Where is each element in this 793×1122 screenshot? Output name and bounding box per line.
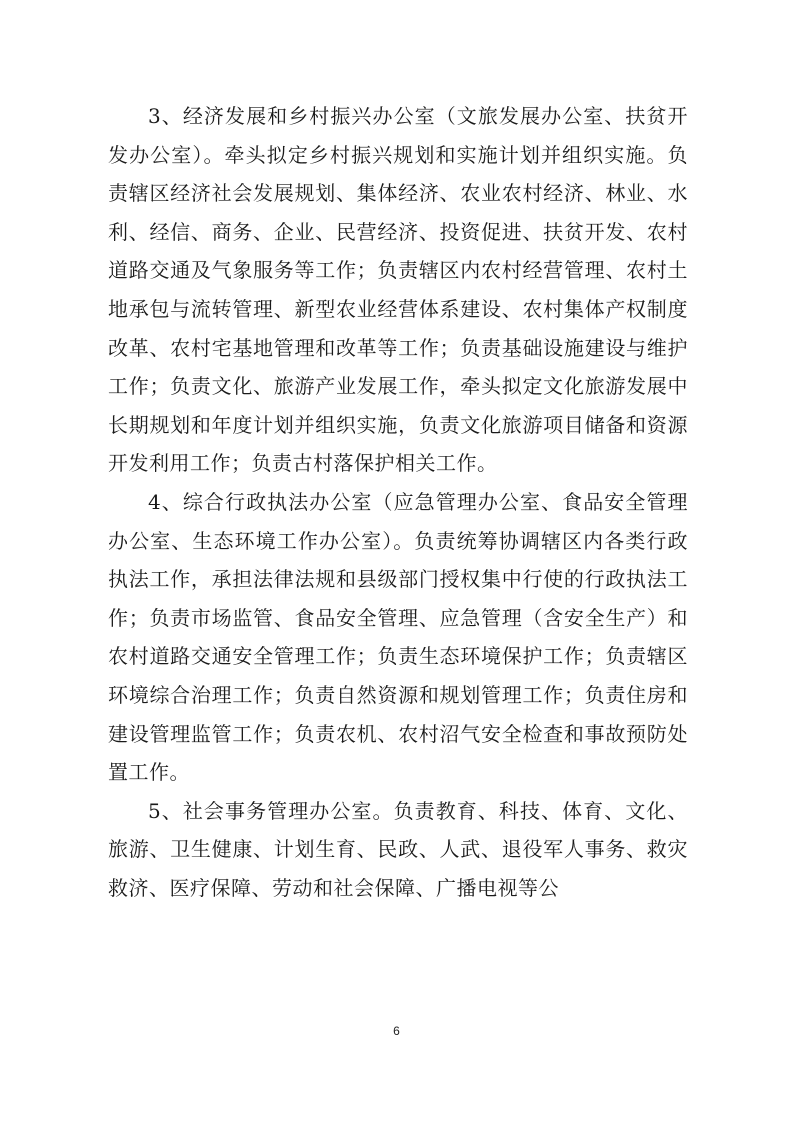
page-number: 6: [393, 1024, 400, 1038]
document-body: [108, 97, 688, 907]
paragraph-law-enforcement-office: 4、综合行政执法办公室（应急管理办公室、食品安全管理办公室、生态环境工作办公室）。负责统筹协调辖区内各类行政执法工作，承担法律法规和县级部门授权集中行使的行政执法工作；负责市场监管、食品安全管理、应急管理（含安全生产）和农村道路交通安全管理工作；负责生态环境保护工作；负责辖区环境综合治理工作；负责自然资源和规划管理工作；负责住房和建设管理监管工作；负责农机、农村沼气安全检查和事故预防处置工作。: [108, 489, 688, 785]
paragraph-social-affairs-office: 5、社会事务管理办公室。负责教育、科技、体育、文化、旅游、卫生健康、计划生育、民政、人武、退役军人事务、救灾救济、医疗保障、劳动和社会保障、广播电视等公: [108, 798, 688, 900]
paragraph-economic-development-office: 3、经济发展和乡村振兴办公室（文旅发展办公室、扶贫开发办公室）。牵头拟定乡村振兴规划和实施计划并组织实施。负责辖区经济社会发展规划、集体经济、农业农村经济、林业、水利、经信、商务、企业、民营经济、投资促进、扶贫开发、农村道路交通及气象服务等工作；负责辖区内农村经营管理、农村土地承包与流转管理、新型农业经营体系建设、农村集体产权制度改革、农村宅基地管理和改革等工作；负责基础设施建设与维护工作；负责文化、旅游产业发展工作，牵头拟定文化旅游发展中长期规划和年度计划并组织实施，负责文化旅游项目储备和资源开发利用工作；负责古村落保护相关工作。: [108, 104, 688, 476]
